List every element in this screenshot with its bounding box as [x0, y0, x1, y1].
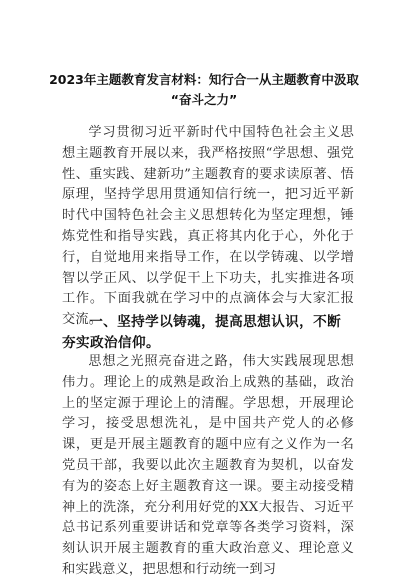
- paragraph-section-1: 思想之光照亮奋进之路，伟大实践展现思想伟力。理论上的成熟是政治上成熟的基础，政治上的坚定源于理论上的清醒。学思想，开展理论学习，接受思想洗礼，是中国共产党人的必修课，更是开展主题教育的题中应有之义作为一名党员干部，我要以此次主题教育为契机，以奋发有为的姿态上好主题教育这一课。要主动接受精神上的洗涤，充分利用好党的XX大报告、习近平总书记系列重要讲话和党章等各类学习资料，深刻认识开展主题教育的重大政治意义、理论意义和实践意义，把思想和行动统一到习: [62, 354, 354, 577]
- section-heading-1: 一、坚持学以铸魂，提高思想认识，不断夯实政治信仰。: [62, 314, 342, 351]
- paragraph-intro: 学习贯彻习近平新时代中国特色社会主义思想主题教育开展以来，我严格按照“学思想、强党性、重实践、建新功”主题教育的要求读原著、悟原理，坚持学思用贯通知信行统一，把习近平新时代中国特色社会主义思想转化为坚定理想，锤炼党性和指导实践，真正将其内化于心，外化于行，自觉地用来指导工作，在以学铸魂、以学增智以学正风、以学促干上下功夫，扎实推进各项工作。下面我就在学习中的点滴体会与大家汇报交流。: [62, 125, 354, 328]
- document-title-line1: 2023年主题教育发言材料：知行合一从主题教育中汲取: [49, 72, 359, 87]
- document-title-line2: “奋斗之力”: [170, 92, 238, 107]
